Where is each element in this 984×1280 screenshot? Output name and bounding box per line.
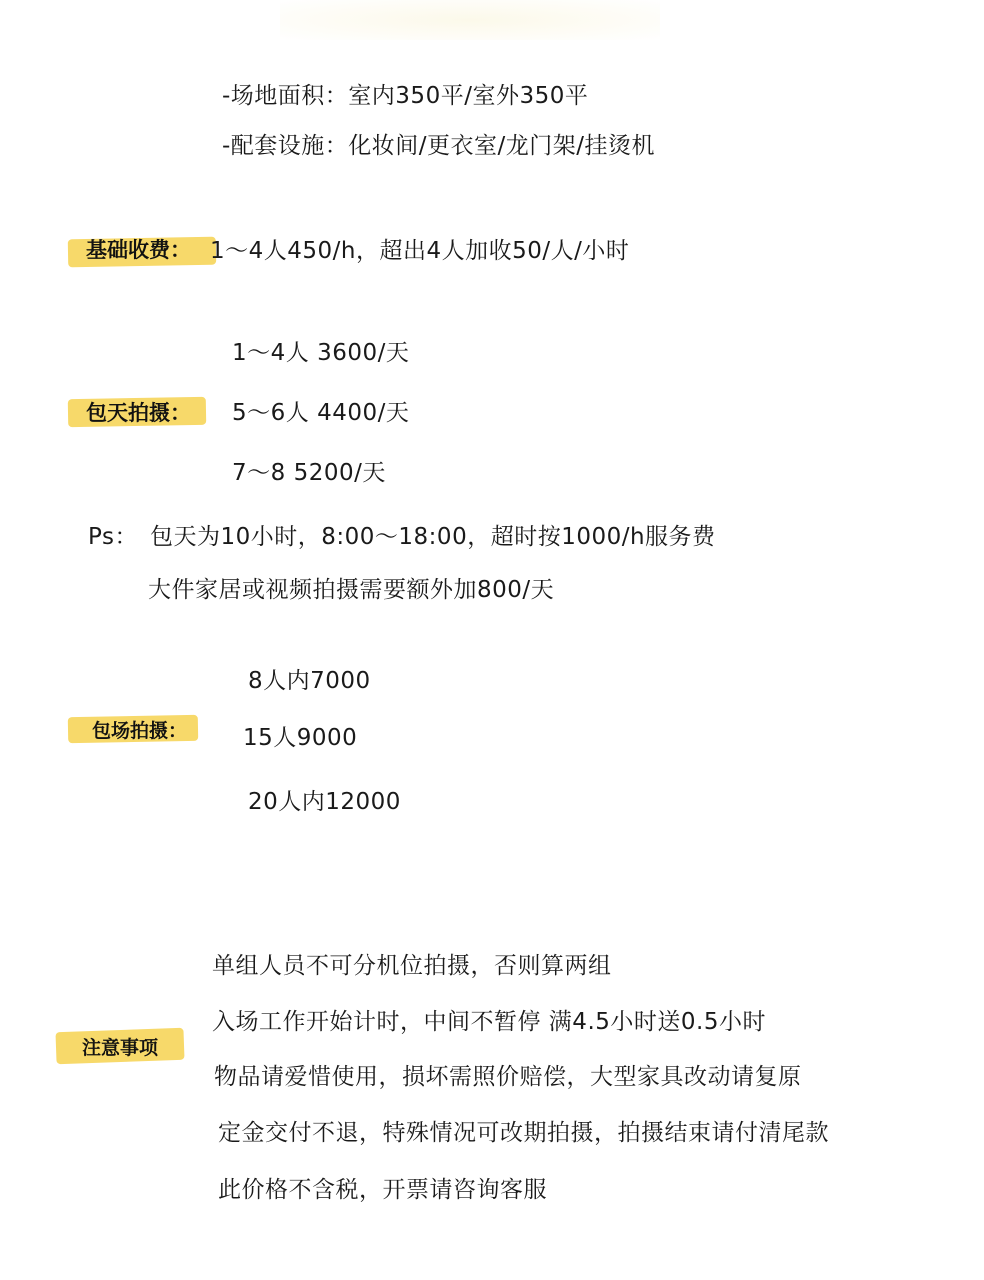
top-smudge [280, 0, 660, 40]
ps-label: Ps： [88, 524, 138, 550]
venue-facilities: -配套设施：化妆间/更衣室/龙门架/挂烫机 [222, 133, 656, 159]
notes-item: 此价格不含税，开票请咨询客服 [218, 1177, 547, 1203]
notes-item: 物品请爱惜使用，损坏需照价赔偿，大型家具改动请复原 [214, 1064, 802, 1090]
day-shoot-tier: 1～4人 3600/天 [232, 340, 410, 366]
full-venue-tier: 15人9000 [243, 725, 358, 751]
full-venue-label: 包场拍摄： [92, 720, 188, 742]
venue-area: -场地面积：室内350平/室外350平 [222, 83, 589, 109]
day-shoot-tier: 5～6人 4400/天 [232, 400, 410, 426]
notes-item: 入场工作开始计时，中间不暂停 满4.5小时送0.5小时 [212, 1009, 766, 1035]
ps-line-1: 包天为10小时，8:00～18:00，超时按1000/h服务费 [150, 524, 716, 550]
ps-line-2: 大件家居或视频拍摄需要额外加800/天 [148, 577, 555, 603]
full-venue-tier: 8人内7000 [248, 668, 371, 694]
basic-fee-text: 1～4人450/h，超出4人加收50/人/小时 [210, 238, 630, 264]
notes-item: 单组人员不可分机位拍摄，否则算两组 [212, 953, 612, 979]
day-shoot-tier: 7～8 5200/天 [232, 460, 386, 486]
day-shoot-label: 包天拍摄： [86, 401, 191, 425]
full-venue-tier: 20人内12000 [248, 789, 401, 815]
notes-item: 定金交付不退，特殊情况可改期拍摄，拍摄结束请付清尾款 [218, 1120, 829, 1146]
notes-label: 注意事项 [82, 1037, 159, 1059]
basic-fee-label: 基础收费： [86, 238, 191, 262]
